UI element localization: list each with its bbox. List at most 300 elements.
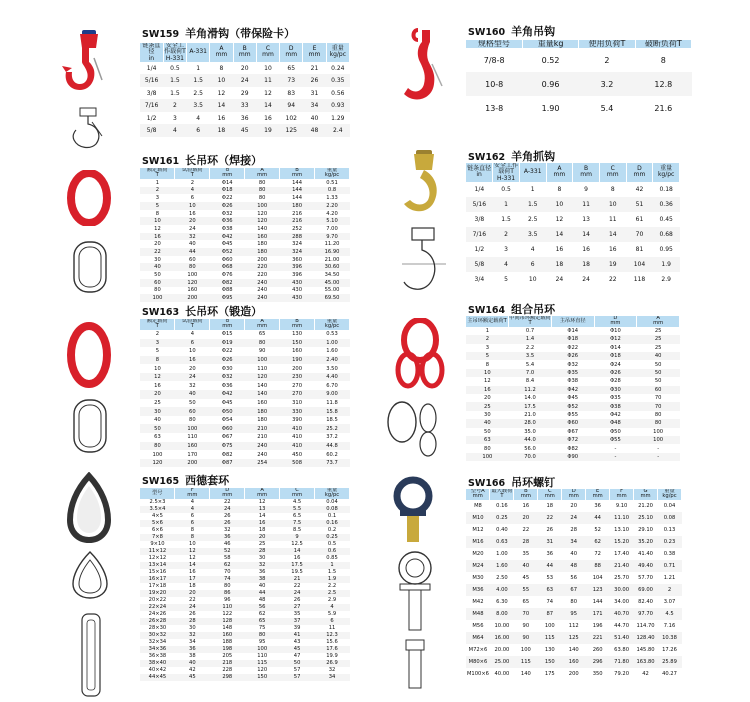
table-cell: 8 xyxy=(610,185,615,193)
table-cell: 144 xyxy=(592,598,603,605)
table-cell: 56 xyxy=(570,574,578,581)
table-cell: 0.51 xyxy=(326,179,338,186)
table-cell: 24 xyxy=(175,604,210,611)
table-cell: 14 xyxy=(256,99,279,112)
column-header: 重量 kg/pc xyxy=(315,488,350,499)
column-header: A-331 xyxy=(519,163,546,182)
column-header: 重量 kg/pc xyxy=(315,319,350,330)
table-cell: 1/2 xyxy=(474,245,485,253)
table-cell: 26 xyxy=(223,513,231,520)
table-cell: 37.2 xyxy=(326,434,338,441)
table-cell: M64 xyxy=(466,632,490,644)
table-row xyxy=(466,257,680,272)
table-cell: 9.10 xyxy=(615,502,628,509)
column-header: D mm xyxy=(626,163,653,182)
table-cell: 6 xyxy=(175,520,210,527)
section-title-sw163 xyxy=(142,303,262,319)
table-cell: 410 xyxy=(280,442,315,451)
table-row xyxy=(140,625,350,632)
table-cell: 69.50 xyxy=(315,294,350,302)
table-row xyxy=(140,639,350,646)
table-cell: 36×38 xyxy=(148,653,167,660)
table-cell: 14 xyxy=(175,562,210,569)
table-row xyxy=(140,210,350,218)
table-row xyxy=(466,620,682,632)
table-row xyxy=(140,233,350,241)
table-cell: 22 xyxy=(293,583,301,590)
table-cell: 2 xyxy=(466,335,509,343)
table-row xyxy=(140,520,350,527)
table-cell: 0.36 xyxy=(653,197,680,212)
table-cell: 20 xyxy=(154,241,161,248)
table-row xyxy=(466,419,680,427)
table-row xyxy=(466,182,680,197)
grab-hook-drawing xyxy=(394,224,454,300)
table-cell: 3 xyxy=(504,245,508,253)
section-name: 组合吊环 xyxy=(511,303,556,316)
table-row xyxy=(140,99,350,112)
table-row xyxy=(140,569,350,576)
section-name: 西德套环 xyxy=(185,474,230,487)
table-cell: Φ24 xyxy=(610,361,621,368)
table-cell: 14.0 xyxy=(524,395,536,402)
table-cell: 31 xyxy=(538,536,562,548)
table-cell: 22 xyxy=(522,526,530,533)
table-cell: 44 xyxy=(586,512,610,524)
table-cell: 240 xyxy=(245,442,280,451)
table-cell: 40 xyxy=(140,263,175,271)
table-row xyxy=(140,356,350,365)
table-cell: Φ45 xyxy=(567,395,579,402)
table-cell: Φ32 xyxy=(210,373,245,382)
column-header: C mm xyxy=(538,489,562,500)
table-cell: 1.00 xyxy=(315,339,350,348)
table-cell: Φ18 xyxy=(594,352,637,360)
table-cell: 40 xyxy=(175,390,210,399)
table-cell: 171 xyxy=(586,608,610,620)
table-cell: 16 xyxy=(189,210,196,217)
table-row xyxy=(140,632,350,639)
table-cell: 2.2 xyxy=(327,583,337,590)
table-cell: 28.0 xyxy=(509,419,552,427)
table-row xyxy=(140,576,350,583)
table-cell: 58 xyxy=(223,555,231,562)
table-cell: 8 xyxy=(557,185,562,193)
table-header-row xyxy=(466,163,680,182)
table-cell: 60 xyxy=(140,279,175,287)
table-header-row xyxy=(466,40,692,48)
table-row xyxy=(140,381,350,390)
table-row xyxy=(140,330,350,339)
table-cell: Φ72 xyxy=(551,436,594,444)
table-cell: 5/8 xyxy=(140,124,163,137)
column-header: 主吊环直径 xyxy=(551,316,594,327)
table-cell: 270 xyxy=(280,390,315,399)
table-cell: 20 xyxy=(175,590,210,597)
table-cell: 6.5 xyxy=(292,513,302,520)
table-cell: 16 xyxy=(140,233,175,241)
column-header: 链条直径 in xyxy=(140,43,163,62)
table-cell: 100 xyxy=(245,202,280,210)
table-cell: 18 xyxy=(210,124,233,137)
table-cell: M56 xyxy=(472,622,484,629)
table-cell: 40 xyxy=(175,660,210,667)
table-row xyxy=(140,442,350,451)
table-cell: 0.16 xyxy=(315,520,350,527)
table-cell: 390 xyxy=(292,417,303,424)
table-cell: 51.40 xyxy=(610,632,634,644)
table-cell: Φ52 xyxy=(551,402,594,410)
table-cell: 17 xyxy=(175,576,210,583)
table-cell: 16 xyxy=(522,502,530,509)
table-cell: 1/4 xyxy=(146,64,157,72)
table-cell: 2.5 xyxy=(527,215,538,223)
table-cell: 32 xyxy=(189,382,196,389)
table-row xyxy=(140,248,350,256)
column-header: B mm xyxy=(233,43,256,62)
table-cell: 16 xyxy=(175,356,210,365)
table-cell: 22 xyxy=(538,512,562,524)
table-row xyxy=(140,87,350,100)
table-cell: 87 xyxy=(538,608,562,620)
table-cell: 1.5 xyxy=(163,74,186,87)
table-cell: 40 xyxy=(154,417,161,424)
table-cell: 3 xyxy=(485,344,489,351)
table-cell: 16 xyxy=(154,382,161,389)
table-cell: 10.38 xyxy=(658,632,682,644)
table-row xyxy=(140,590,350,597)
table-cell: 9 xyxy=(584,185,588,193)
table-cell: 88 xyxy=(586,560,610,572)
table-cell: 36 xyxy=(240,114,249,122)
section-name: 长吊环（焊接） xyxy=(185,154,263,167)
table-cell: 160 xyxy=(292,348,303,355)
table-cell: - xyxy=(594,453,637,461)
table-cell: 100 xyxy=(637,436,680,444)
table-cell: 120 xyxy=(140,459,175,468)
table-cell: 3 xyxy=(155,195,160,202)
column-header: A mm xyxy=(210,43,233,62)
table-cell: 86 xyxy=(210,590,245,597)
table-cell: Φ32 xyxy=(221,210,233,217)
table-cell: 0.93 xyxy=(326,99,349,112)
table-cell: 0.23 xyxy=(658,536,682,548)
table-cell: 360 xyxy=(292,256,303,263)
column-header: 规格型号 xyxy=(466,40,522,48)
table-cell: - xyxy=(614,445,617,452)
table-cell: 80 xyxy=(258,179,266,186)
column-header: D mm xyxy=(280,43,303,62)
column-header: 链条直径 in xyxy=(466,163,493,182)
table-cell: 330 xyxy=(280,407,315,416)
table-cell: 0.68 xyxy=(653,227,680,242)
table-cell: 96 xyxy=(223,597,231,604)
table-cell: 25 xyxy=(466,402,509,410)
table-cell: 115 xyxy=(538,632,562,644)
table-cell: 7×8 xyxy=(140,534,175,541)
table-cell: 50 xyxy=(654,361,662,368)
table-cell: 35.20 xyxy=(634,536,658,548)
table-cell: 62 xyxy=(258,611,266,618)
table-cell: 8 xyxy=(155,210,160,217)
column-header: A mm xyxy=(245,319,280,330)
table-cell: 3.5 xyxy=(509,352,552,360)
table-cell: 430 xyxy=(280,294,315,302)
table-row xyxy=(140,263,350,271)
table-cell: 50 xyxy=(654,378,662,385)
table-row xyxy=(140,347,350,356)
table-cell: 30.60 xyxy=(315,263,350,271)
eye-hook-photo xyxy=(398,26,450,104)
table-cell: 1.5 xyxy=(501,215,511,223)
table-cell: 18 xyxy=(189,583,196,590)
table-cell: 5.4 xyxy=(600,103,614,113)
table-cell: 67 xyxy=(562,584,586,596)
table-cell: 40 xyxy=(466,419,509,427)
table-cell: 34 xyxy=(315,674,350,681)
section-code: SW166 xyxy=(468,478,506,489)
table-cell: 140 xyxy=(245,390,280,399)
table-cell: 5×6 xyxy=(140,520,175,527)
table-cell: 240 xyxy=(257,287,268,294)
table-cell: 63.80 xyxy=(614,646,630,653)
table-cell: 2.4 xyxy=(326,124,349,137)
table-cell: 2.50 xyxy=(496,574,508,581)
table-cell: Φ82 xyxy=(567,445,579,452)
table-row xyxy=(140,667,350,674)
table-cell: 8 xyxy=(140,356,175,365)
table-cell: 65 xyxy=(258,331,266,338)
table-cell: Φ18 xyxy=(551,335,594,343)
table-cell: 10 xyxy=(154,365,161,372)
table-row xyxy=(140,597,350,604)
table-cell: 30 xyxy=(189,625,196,632)
table-row xyxy=(140,287,350,295)
table-row xyxy=(140,407,350,416)
table-cell: 2.9 xyxy=(327,597,337,604)
table-row xyxy=(466,453,680,461)
table-cell: Φ26 xyxy=(210,202,245,210)
table-cell: 160 xyxy=(562,656,586,668)
table-cell: 5 xyxy=(140,202,175,210)
table-cell: 3/4 xyxy=(474,275,485,283)
table-cell: 4×5 xyxy=(151,513,163,520)
table-cell: 12 xyxy=(154,225,161,232)
table-cell: 48 xyxy=(303,124,326,137)
column-header: 破断负荷T xyxy=(635,40,691,48)
table-cell: 72 xyxy=(594,550,601,557)
table-cell: 6 xyxy=(190,195,195,202)
table-cell: 26 xyxy=(546,526,554,533)
table-cell: 100 xyxy=(466,453,509,461)
table-cell: 170 xyxy=(187,451,198,458)
table-cell: Φ10 xyxy=(610,328,621,335)
table-cell: 8 xyxy=(660,55,666,65)
table-row xyxy=(466,548,682,560)
table-cell: 1.9 xyxy=(315,576,350,583)
table-cell: 1 xyxy=(155,179,160,186)
table-cell: 80 xyxy=(175,263,210,271)
table-cell: 100 xyxy=(245,356,280,365)
table-cell: 0.45 xyxy=(659,215,673,223)
table-cell: 24 xyxy=(210,506,245,513)
table-cell: 19.9 xyxy=(326,653,338,660)
table-cell: 41.40 xyxy=(638,550,653,557)
table-cell: Φ15 xyxy=(221,331,233,338)
table-cell: M10 xyxy=(466,512,490,524)
table-cell: 180 xyxy=(280,202,315,210)
table-cell: 20 xyxy=(570,502,578,509)
table-cell: - xyxy=(637,453,680,461)
table-cell: 43 xyxy=(293,639,301,646)
table-cell: 19.5 xyxy=(291,569,303,576)
table-cell: 4.5 xyxy=(658,608,682,620)
table-row xyxy=(466,327,680,335)
table-cell: 4.00 xyxy=(490,584,514,596)
table-cell: 80 xyxy=(189,417,196,424)
column-header: F mm xyxy=(610,489,634,500)
table-cell: 26 xyxy=(189,611,196,618)
table-cell: 160 xyxy=(187,287,198,294)
table-cell: 51 xyxy=(626,197,653,212)
table-cell: 34 xyxy=(189,639,196,646)
table-cell: 190 xyxy=(280,356,315,365)
table-row xyxy=(140,541,350,548)
table-cell: 65 xyxy=(287,64,296,72)
table-cell: Φ52 xyxy=(210,248,245,256)
table-row xyxy=(140,653,350,660)
table-cell: 21 xyxy=(310,64,319,72)
table-row xyxy=(466,360,680,368)
table-cell: 144 xyxy=(292,179,303,186)
column-header: d mm xyxy=(210,319,245,330)
table-cell: Φ26 xyxy=(210,356,245,365)
table-cell: 310 xyxy=(292,399,303,406)
table-cell: 200 xyxy=(568,670,579,677)
table-cell: 12 xyxy=(175,548,210,555)
table-cell: 430 xyxy=(292,287,303,294)
table-cell: 57 xyxy=(293,667,301,674)
table-cell: Φ55 xyxy=(567,412,579,418)
table-cell: 100 xyxy=(140,294,175,302)
table-cell: 49.40 xyxy=(634,560,658,572)
column-header: A mm xyxy=(637,316,680,327)
table-cell: 41 xyxy=(280,632,315,639)
table-cell: 21.0 xyxy=(524,412,536,418)
table-cell: 100 xyxy=(653,428,664,435)
table-row xyxy=(466,197,680,212)
table-cell: 36 xyxy=(594,502,601,509)
table-cell: 26 xyxy=(303,74,326,87)
table-cell: 100 xyxy=(187,272,198,278)
table-cell: 8.00 xyxy=(490,608,514,620)
table-cell: 110 xyxy=(210,604,245,611)
table-row xyxy=(140,604,350,611)
table-cell: 110 xyxy=(187,434,198,441)
table-row xyxy=(140,562,350,569)
table-cell: 3.5×4 xyxy=(140,506,175,513)
table-cell: 71.80 xyxy=(610,656,634,668)
table-cell: 288 xyxy=(280,233,315,241)
table-cell: 25.2 xyxy=(315,424,350,433)
table-cell: 25.10 xyxy=(634,512,658,524)
table-row xyxy=(140,294,350,302)
table-cell: 175 xyxy=(544,670,555,677)
table-cell: 0.25 xyxy=(490,512,514,524)
column-header: 重量 kg/pc xyxy=(326,43,349,62)
table-cell: 16 xyxy=(555,245,564,253)
table-cell: Φ35 xyxy=(551,369,594,377)
table-cell: 80 xyxy=(258,195,266,202)
table-cell: 4 xyxy=(196,114,201,122)
table-cell: 63 xyxy=(538,584,562,596)
table-cell: Φ54 xyxy=(221,417,233,424)
table-cell: 1 xyxy=(530,185,535,193)
table-cell: 2.5 xyxy=(315,590,350,597)
table-cell: 50 xyxy=(154,272,161,278)
table-cell: 80 xyxy=(654,412,662,418)
table-cell: 221 xyxy=(586,632,610,644)
column-header: 中间吊环额定载荷T xyxy=(509,316,551,327)
table-cell: 79.20 xyxy=(614,670,630,677)
column-header: D mm xyxy=(210,488,245,499)
table-cell: 80 xyxy=(245,632,280,639)
table-cell: 20.00 xyxy=(494,646,510,653)
table-cell: 2 xyxy=(140,187,175,195)
table-cell: 0.04 xyxy=(326,499,338,506)
table-cell: 0.5 xyxy=(501,185,511,193)
table-cell: Φ26 xyxy=(594,369,637,377)
section-name: 长吊环（锻造） xyxy=(185,305,263,318)
table-row xyxy=(466,272,680,287)
table-cell: 80 xyxy=(484,445,491,452)
table-cell: 12 xyxy=(258,499,266,506)
table-cell: 120 xyxy=(245,373,280,382)
table-cell: 38 xyxy=(189,653,196,660)
table-cell: 18 xyxy=(258,527,266,534)
column-header: 试验载荷 T xyxy=(175,168,210,179)
table-cell: 70 xyxy=(654,395,662,402)
table-cell: 0.13 xyxy=(663,526,676,533)
table-cell: 10 xyxy=(264,64,272,72)
table-cell: 5.4 xyxy=(525,361,535,368)
table-cell: 15×16 xyxy=(148,569,167,576)
table-cell: 10 xyxy=(140,217,175,225)
table-cell: 6.30 xyxy=(496,598,508,605)
table-cell: 70.0 xyxy=(509,453,552,461)
table-cell: 21.40 xyxy=(610,560,634,572)
table-cell: Φ67 xyxy=(567,428,579,435)
table-cell: Φ48 xyxy=(594,419,637,427)
table-cell: 324 xyxy=(280,248,315,256)
table-cell: 145.80 xyxy=(636,646,655,653)
table-row xyxy=(466,444,680,452)
table-cell: 13 xyxy=(582,215,590,223)
table-cell: 62 xyxy=(210,562,245,569)
table-cell: 28 xyxy=(245,548,280,555)
master-link-assembly-drawing xyxy=(382,398,448,460)
table-cell: 118 xyxy=(633,275,646,283)
table-cell: 1.29 xyxy=(331,114,345,122)
table-cell: 0.38 xyxy=(663,550,676,557)
section-code: SW161 xyxy=(142,156,180,167)
table-cell: 30 xyxy=(484,412,491,418)
table-cell: 70 xyxy=(223,569,231,576)
table-cell: 450 xyxy=(292,451,303,458)
table-cell: M24 xyxy=(466,560,490,572)
table-cell: 120 xyxy=(257,210,268,217)
table-cell: Φ30 xyxy=(594,386,637,394)
